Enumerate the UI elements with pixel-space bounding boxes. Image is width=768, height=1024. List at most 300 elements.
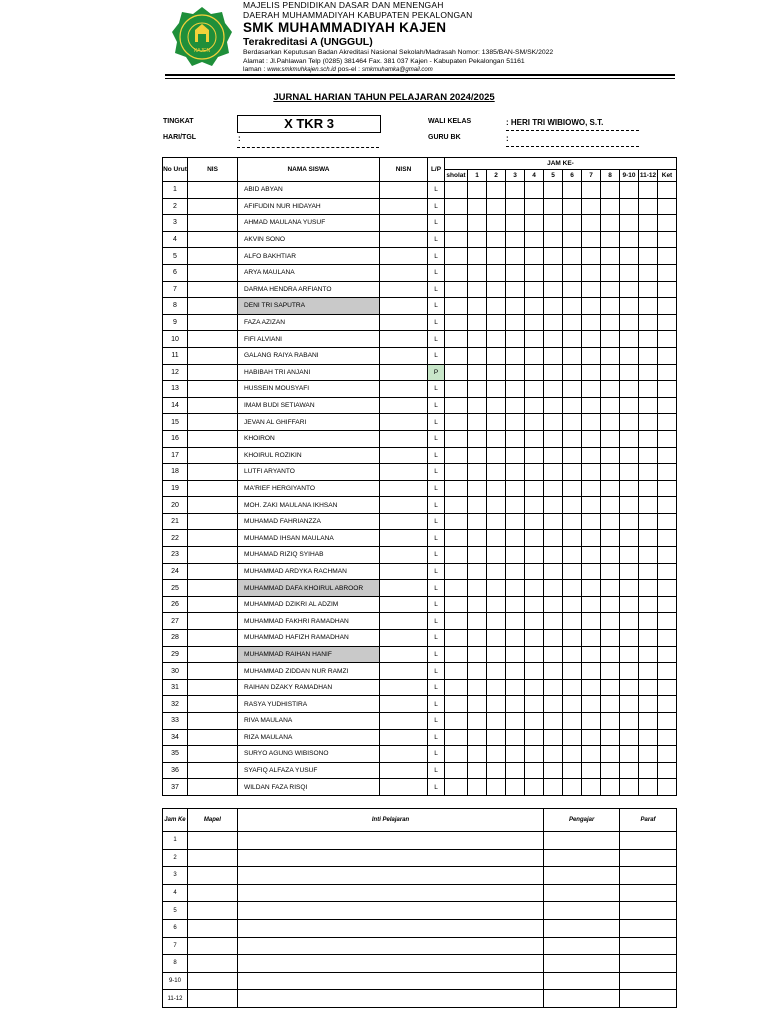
attendance-cell[interactable] bbox=[582, 530, 601, 547]
attendance-cell[interactable] bbox=[468, 264, 487, 281]
attendance-cell[interactable] bbox=[544, 331, 563, 348]
attendance-cell[interactable] bbox=[544, 298, 563, 315]
attendance-cell[interactable] bbox=[525, 381, 544, 398]
attendance-cell[interactable] bbox=[582, 480, 601, 497]
attendance-cell[interactable] bbox=[620, 182, 639, 199]
attendance-cell[interactable] bbox=[468, 480, 487, 497]
student-nis[interactable] bbox=[188, 248, 238, 265]
attendance-cell[interactable] bbox=[639, 248, 658, 265]
attendance-cell[interactable] bbox=[525, 746, 544, 763]
student-nisn[interactable] bbox=[380, 762, 428, 779]
attendance-cell[interactable] bbox=[445, 563, 468, 580]
attendance-cell[interactable] bbox=[563, 746, 582, 763]
journal-inti[interactable] bbox=[237, 867, 543, 885]
attendance-cell[interactable] bbox=[620, 679, 639, 696]
attendance-cell[interactable] bbox=[620, 480, 639, 497]
attendance-cell[interactable] bbox=[506, 331, 525, 348]
attendance-cell[interactable] bbox=[582, 679, 601, 696]
attendance-cell[interactable] bbox=[582, 381, 601, 398]
attendance-cell[interactable] bbox=[525, 613, 544, 630]
attendance-cell[interactable] bbox=[445, 596, 468, 613]
attendance-cell[interactable] bbox=[563, 530, 582, 547]
attendance-cell[interactable] bbox=[445, 231, 468, 248]
attendance-cell[interactable] bbox=[487, 231, 506, 248]
student-nisn[interactable] bbox=[380, 231, 428, 248]
attendance-cell[interactable] bbox=[544, 430, 563, 447]
student-nis[interactable] bbox=[188, 198, 238, 215]
attendance-cell[interactable] bbox=[525, 248, 544, 265]
attendance-cell[interactable] bbox=[658, 563, 677, 580]
attendance-cell[interactable] bbox=[487, 729, 506, 746]
attendance-cell[interactable] bbox=[445, 630, 468, 647]
attendance-cell[interactable] bbox=[601, 746, 620, 763]
attendance-cell[interactable] bbox=[525, 779, 544, 796]
attendance-cell[interactable] bbox=[506, 729, 525, 746]
student-nis[interactable] bbox=[188, 563, 238, 580]
attendance-cell[interactable] bbox=[563, 630, 582, 647]
attendance-cell[interactable] bbox=[620, 779, 639, 796]
journal-inti[interactable] bbox=[237, 884, 543, 902]
attendance-cell[interactable] bbox=[468, 430, 487, 447]
attendance-cell[interactable] bbox=[506, 762, 525, 779]
journal-mapel[interactable] bbox=[187, 902, 237, 920]
attendance-cell[interactable] bbox=[445, 580, 468, 597]
attendance-cell[interactable] bbox=[468, 630, 487, 647]
attendance-cell[interactable] bbox=[445, 414, 468, 431]
journal-pengajar[interactable] bbox=[544, 955, 620, 973]
attendance-cell[interactable] bbox=[525, 713, 544, 730]
attendance-cell[interactable] bbox=[487, 762, 506, 779]
attendance-cell[interactable] bbox=[525, 563, 544, 580]
attendance-cell[interactable] bbox=[601, 215, 620, 232]
student-nis[interactable] bbox=[188, 530, 238, 547]
attendance-cell[interactable] bbox=[601, 480, 620, 497]
attendance-cell[interactable] bbox=[639, 563, 658, 580]
attendance-cell[interactable] bbox=[658, 646, 677, 663]
student-nisn[interactable] bbox=[380, 397, 428, 414]
attendance-cell[interactable] bbox=[445, 646, 468, 663]
attendance-cell[interactable] bbox=[582, 464, 601, 481]
attendance-cell[interactable] bbox=[658, 696, 677, 713]
attendance-cell[interactable] bbox=[658, 397, 677, 414]
attendance-cell[interactable] bbox=[620, 613, 639, 630]
attendance-cell[interactable] bbox=[506, 381, 525, 398]
student-nisn[interactable] bbox=[380, 331, 428, 348]
attendance-cell[interactable] bbox=[620, 696, 639, 713]
attendance-cell[interactable] bbox=[487, 530, 506, 547]
attendance-cell[interactable] bbox=[506, 215, 525, 232]
journal-inti[interactable] bbox=[237, 849, 543, 867]
attendance-cell[interactable] bbox=[487, 281, 506, 298]
attendance-cell[interactable] bbox=[525, 480, 544, 497]
attendance-cell[interactable] bbox=[620, 314, 639, 331]
attendance-cell[interactable] bbox=[601, 397, 620, 414]
attendance-cell[interactable] bbox=[563, 215, 582, 232]
attendance-cell[interactable] bbox=[601, 298, 620, 315]
journal-mapel[interactable] bbox=[187, 937, 237, 955]
attendance-cell[interactable] bbox=[563, 464, 582, 481]
attendance-cell[interactable] bbox=[601, 414, 620, 431]
attendance-cell[interactable] bbox=[620, 331, 639, 348]
attendance-cell[interactable] bbox=[506, 713, 525, 730]
journal-paraf[interactable] bbox=[620, 849, 677, 867]
student-nisn[interactable] bbox=[380, 447, 428, 464]
attendance-cell[interactable] bbox=[658, 762, 677, 779]
attendance-cell[interactable] bbox=[582, 663, 601, 680]
attendance-cell[interactable] bbox=[445, 663, 468, 680]
attendance-cell[interactable] bbox=[658, 331, 677, 348]
attendance-cell[interactable] bbox=[487, 364, 506, 381]
attendance-cell[interactable] bbox=[468, 298, 487, 315]
attendance-cell[interactable] bbox=[658, 347, 677, 364]
attendance-cell[interactable] bbox=[582, 248, 601, 265]
attendance-cell[interactable] bbox=[468, 182, 487, 199]
attendance-cell[interactable] bbox=[582, 215, 601, 232]
attendance-cell[interactable] bbox=[620, 447, 639, 464]
student-nis[interactable] bbox=[188, 464, 238, 481]
journal-paraf[interactable] bbox=[620, 972, 677, 990]
attendance-cell[interactable] bbox=[506, 480, 525, 497]
attendance-cell[interactable] bbox=[445, 547, 468, 564]
attendance-cell[interactable] bbox=[487, 580, 506, 597]
student-nisn[interactable] bbox=[380, 646, 428, 663]
attendance-cell[interactable] bbox=[468, 596, 487, 613]
attendance-cell[interactable] bbox=[544, 381, 563, 398]
journal-pengajar[interactable] bbox=[544, 937, 620, 955]
attendance-cell[interactable] bbox=[639, 364, 658, 381]
attendance-cell[interactable] bbox=[445, 364, 468, 381]
attendance-cell[interactable] bbox=[601, 613, 620, 630]
attendance-cell[interactable] bbox=[487, 646, 506, 663]
attendance-cell[interactable] bbox=[620, 563, 639, 580]
attendance-cell[interactable] bbox=[544, 281, 563, 298]
attendance-cell[interactable] bbox=[506, 746, 525, 763]
student-nisn[interactable] bbox=[380, 215, 428, 232]
attendance-cell[interactable] bbox=[639, 779, 658, 796]
attendance-cell[interactable] bbox=[639, 679, 658, 696]
attendance-cell[interactable] bbox=[506, 198, 525, 215]
attendance-cell[interactable] bbox=[620, 364, 639, 381]
attendance-cell[interactable] bbox=[639, 447, 658, 464]
attendance-cell[interactable] bbox=[525, 729, 544, 746]
attendance-cell[interactable] bbox=[563, 331, 582, 348]
student-nis[interactable] bbox=[188, 447, 238, 464]
attendance-cell[interactable] bbox=[658, 364, 677, 381]
attendance-cell[interactable] bbox=[639, 480, 658, 497]
journal-paraf[interactable] bbox=[620, 919, 677, 937]
journal-pengajar[interactable] bbox=[544, 884, 620, 902]
attendance-cell[interactable] bbox=[487, 713, 506, 730]
attendance-cell[interactable] bbox=[506, 231, 525, 248]
attendance-cell[interactable] bbox=[620, 464, 639, 481]
attendance-cell[interactable] bbox=[582, 563, 601, 580]
attendance-cell[interactable] bbox=[582, 347, 601, 364]
attendance-cell[interactable] bbox=[601, 381, 620, 398]
attendance-cell[interactable] bbox=[563, 729, 582, 746]
attendance-cell[interactable] bbox=[658, 596, 677, 613]
attendance-cell[interactable] bbox=[445, 779, 468, 796]
attendance-cell[interactable] bbox=[487, 414, 506, 431]
attendance-cell[interactable] bbox=[487, 298, 506, 315]
attendance-cell[interactable] bbox=[639, 630, 658, 647]
attendance-cell[interactable] bbox=[601, 248, 620, 265]
attendance-cell[interactable] bbox=[658, 381, 677, 398]
attendance-cell[interactable] bbox=[601, 547, 620, 564]
attendance-cell[interactable] bbox=[468, 729, 487, 746]
journal-pengajar[interactable] bbox=[544, 972, 620, 990]
attendance-cell[interactable] bbox=[639, 264, 658, 281]
attendance-cell[interactable] bbox=[468, 696, 487, 713]
attendance-cell[interactable] bbox=[525, 596, 544, 613]
attendance-cell[interactable] bbox=[506, 779, 525, 796]
attendance-cell[interactable] bbox=[487, 198, 506, 215]
attendance-cell[interactable] bbox=[601, 779, 620, 796]
attendance-cell[interactable] bbox=[639, 430, 658, 447]
attendance-cell[interactable] bbox=[445, 762, 468, 779]
attendance-cell[interactable] bbox=[525, 215, 544, 232]
attendance-cell[interactable] bbox=[582, 397, 601, 414]
attendance-cell[interactable] bbox=[639, 580, 658, 597]
attendance-cell[interactable] bbox=[658, 182, 677, 199]
attendance-cell[interactable] bbox=[658, 630, 677, 647]
attendance-cell[interactable] bbox=[658, 464, 677, 481]
attendance-cell[interactable] bbox=[445, 298, 468, 315]
attendance-cell[interactable] bbox=[525, 580, 544, 597]
student-nisn[interactable] bbox=[380, 480, 428, 497]
attendance-cell[interactable] bbox=[658, 430, 677, 447]
attendance-cell[interactable] bbox=[582, 331, 601, 348]
student-nisn[interactable] bbox=[380, 746, 428, 763]
student-nisn[interactable] bbox=[380, 298, 428, 315]
attendance-cell[interactable] bbox=[544, 447, 563, 464]
student-nisn[interactable] bbox=[380, 381, 428, 398]
attendance-cell[interactable] bbox=[658, 248, 677, 265]
attendance-cell[interactable] bbox=[468, 530, 487, 547]
journal-paraf[interactable] bbox=[620, 955, 677, 973]
attendance-cell[interactable] bbox=[563, 696, 582, 713]
attendance-cell[interactable] bbox=[544, 696, 563, 713]
student-nisn[interactable] bbox=[380, 347, 428, 364]
attendance-cell[interactable] bbox=[563, 779, 582, 796]
attendance-cell[interactable] bbox=[582, 779, 601, 796]
date-field[interactable]: : bbox=[238, 134, 241, 143]
attendance-cell[interactable] bbox=[525, 264, 544, 281]
attendance-cell[interactable] bbox=[544, 646, 563, 663]
attendance-cell[interactable] bbox=[544, 182, 563, 199]
attendance-cell[interactable] bbox=[639, 215, 658, 232]
attendance-cell[interactable] bbox=[487, 480, 506, 497]
attendance-cell[interactable] bbox=[506, 248, 525, 265]
attendance-cell[interactable] bbox=[582, 447, 601, 464]
attendance-cell[interactable] bbox=[468, 513, 487, 530]
attendance-cell[interactable] bbox=[445, 331, 468, 348]
attendance-cell[interactable] bbox=[601, 696, 620, 713]
attendance-cell[interactable] bbox=[544, 264, 563, 281]
attendance-cell[interactable] bbox=[601, 729, 620, 746]
attendance-cell[interactable] bbox=[563, 381, 582, 398]
attendance-cell[interactable] bbox=[563, 762, 582, 779]
student-nisn[interactable] bbox=[380, 679, 428, 696]
journal-mapel[interactable] bbox=[187, 849, 237, 867]
attendance-cell[interactable] bbox=[582, 513, 601, 530]
attendance-cell[interactable] bbox=[658, 713, 677, 730]
student-nis[interactable] bbox=[188, 364, 238, 381]
attendance-cell[interactable] bbox=[506, 347, 525, 364]
attendance-cell[interactable] bbox=[445, 613, 468, 630]
attendance-cell[interactable] bbox=[658, 613, 677, 630]
attendance-cell[interactable] bbox=[601, 464, 620, 481]
journal-pengajar[interactable] bbox=[544, 990, 620, 1008]
student-nisn[interactable] bbox=[380, 464, 428, 481]
attendance-cell[interactable] bbox=[563, 580, 582, 597]
attendance-cell[interactable] bbox=[544, 679, 563, 696]
attendance-cell[interactable] bbox=[468, 646, 487, 663]
attendance-cell[interactable] bbox=[445, 264, 468, 281]
attendance-cell[interactable] bbox=[563, 447, 582, 464]
attendance-cell[interactable] bbox=[620, 215, 639, 232]
attendance-cell[interactable] bbox=[563, 713, 582, 730]
attendance-cell[interactable] bbox=[544, 364, 563, 381]
attendance-cell[interactable] bbox=[544, 464, 563, 481]
attendance-cell[interactable] bbox=[506, 663, 525, 680]
student-nisn[interactable] bbox=[380, 729, 428, 746]
attendance-cell[interactable] bbox=[639, 663, 658, 680]
student-nis[interactable] bbox=[188, 347, 238, 364]
attendance-cell[interactable] bbox=[620, 547, 639, 564]
attendance-cell[interactable] bbox=[506, 630, 525, 647]
attendance-cell[interactable] bbox=[506, 447, 525, 464]
attendance-cell[interactable] bbox=[506, 464, 525, 481]
attendance-cell[interactable] bbox=[544, 215, 563, 232]
student-nis[interactable] bbox=[188, 696, 238, 713]
attendance-cell[interactable] bbox=[487, 447, 506, 464]
student-nisn[interactable] bbox=[380, 663, 428, 680]
attendance-cell[interactable] bbox=[658, 414, 677, 431]
attendance-cell[interactable] bbox=[582, 713, 601, 730]
attendance-cell[interactable] bbox=[544, 762, 563, 779]
attendance-cell[interactable] bbox=[487, 513, 506, 530]
attendance-cell[interactable] bbox=[601, 762, 620, 779]
student-nis[interactable] bbox=[188, 613, 238, 630]
attendance-cell[interactable] bbox=[506, 513, 525, 530]
student-nisn[interactable] bbox=[380, 513, 428, 530]
attendance-cell[interactable] bbox=[487, 397, 506, 414]
journal-mapel[interactable] bbox=[187, 919, 237, 937]
student-nisn[interactable] bbox=[380, 547, 428, 564]
journal-paraf[interactable] bbox=[620, 937, 677, 955]
student-nisn[interactable] bbox=[380, 530, 428, 547]
student-nis[interactable] bbox=[188, 497, 238, 514]
attendance-cell[interactable] bbox=[620, 381, 639, 398]
attendance-cell[interactable] bbox=[525, 447, 544, 464]
attendance-cell[interactable] bbox=[563, 298, 582, 315]
journal-pengajar[interactable] bbox=[544, 832, 620, 850]
attendance-cell[interactable] bbox=[601, 530, 620, 547]
student-nisn[interactable] bbox=[380, 281, 428, 298]
attendance-cell[interactable] bbox=[506, 563, 525, 580]
attendance-cell[interactable] bbox=[601, 580, 620, 597]
attendance-cell[interactable] bbox=[582, 497, 601, 514]
student-nis[interactable] bbox=[188, 679, 238, 696]
student-nis[interactable] bbox=[188, 397, 238, 414]
attendance-cell[interactable] bbox=[506, 264, 525, 281]
student-nis[interactable] bbox=[188, 646, 238, 663]
attendance-cell[interactable] bbox=[658, 679, 677, 696]
student-nis[interactable] bbox=[188, 630, 238, 647]
attendance-cell[interactable] bbox=[601, 331, 620, 348]
attendance-cell[interactable] bbox=[487, 331, 506, 348]
attendance-cell[interactable] bbox=[563, 563, 582, 580]
attendance-cell[interactable] bbox=[506, 397, 525, 414]
student-nisn[interactable] bbox=[380, 613, 428, 630]
student-nisn[interactable] bbox=[380, 314, 428, 331]
attendance-cell[interactable] bbox=[601, 447, 620, 464]
attendance-cell[interactable] bbox=[468, 414, 487, 431]
journal-pengajar[interactable] bbox=[544, 919, 620, 937]
attendance-cell[interactable] bbox=[582, 198, 601, 215]
student-nis[interactable] bbox=[188, 414, 238, 431]
attendance-cell[interactable] bbox=[468, 314, 487, 331]
attendance-cell[interactable] bbox=[445, 464, 468, 481]
attendance-cell[interactable] bbox=[487, 563, 506, 580]
attendance-cell[interactable] bbox=[487, 547, 506, 564]
student-nis[interactable] bbox=[188, 746, 238, 763]
journal-mapel[interactable] bbox=[187, 955, 237, 973]
attendance-cell[interactable] bbox=[544, 547, 563, 564]
journal-inti[interactable] bbox=[237, 972, 543, 990]
attendance-cell[interactable] bbox=[582, 547, 601, 564]
student-nis[interactable] bbox=[188, 779, 238, 796]
attendance-cell[interactable] bbox=[468, 198, 487, 215]
attendance-cell[interactable] bbox=[620, 580, 639, 597]
attendance-cell[interactable] bbox=[487, 215, 506, 232]
attendance-cell[interactable] bbox=[544, 729, 563, 746]
attendance-cell[interactable] bbox=[601, 231, 620, 248]
student-nisn[interactable] bbox=[380, 414, 428, 431]
journal-mapel[interactable] bbox=[187, 972, 237, 990]
attendance-cell[interactable] bbox=[582, 630, 601, 647]
attendance-cell[interactable] bbox=[506, 613, 525, 630]
attendance-cell[interactable] bbox=[639, 464, 658, 481]
attendance-cell[interactable] bbox=[544, 397, 563, 414]
student-nisn[interactable] bbox=[380, 430, 428, 447]
journal-mapel[interactable] bbox=[187, 990, 237, 1008]
attendance-cell[interactable] bbox=[468, 331, 487, 348]
attendance-cell[interactable] bbox=[506, 580, 525, 597]
student-nis[interactable] bbox=[188, 713, 238, 730]
website-link[interactable]: www.smkmuhkajen.sch.id bbox=[267, 67, 336, 73]
attendance-cell[interactable] bbox=[639, 713, 658, 730]
attendance-cell[interactable] bbox=[620, 530, 639, 547]
attendance-cell[interactable] bbox=[487, 430, 506, 447]
attendance-cell[interactable] bbox=[601, 563, 620, 580]
attendance-cell[interactable] bbox=[525, 762, 544, 779]
attendance-cell[interactable] bbox=[445, 248, 468, 265]
attendance-cell[interactable] bbox=[445, 480, 468, 497]
attendance-cell[interactable] bbox=[544, 630, 563, 647]
attendance-cell[interactable] bbox=[658, 215, 677, 232]
attendance-cell[interactable] bbox=[487, 746, 506, 763]
attendance-cell[interactable] bbox=[620, 264, 639, 281]
attendance-cell[interactable] bbox=[468, 779, 487, 796]
attendance-cell[interactable] bbox=[445, 314, 468, 331]
attendance-cell[interactable] bbox=[639, 729, 658, 746]
attendance-cell[interactable] bbox=[544, 497, 563, 514]
attendance-cell[interactable] bbox=[601, 513, 620, 530]
attendance-cell[interactable] bbox=[639, 182, 658, 199]
student-nis[interactable] bbox=[188, 596, 238, 613]
attendance-cell[interactable] bbox=[487, 347, 506, 364]
